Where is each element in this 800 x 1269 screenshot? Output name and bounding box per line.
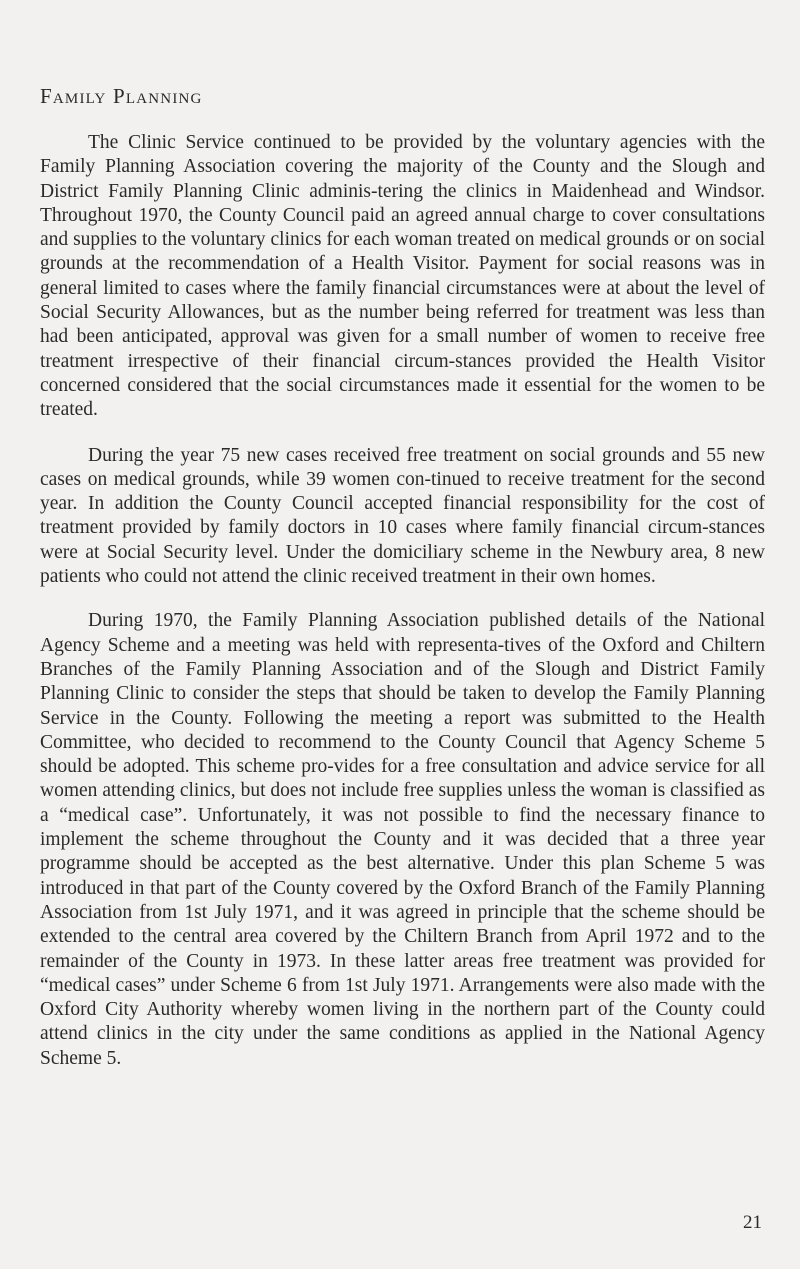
page-number: 21	[743, 1212, 762, 1233]
paragraph-agency-scheme: During 1970, the Family Planning Association published details of the National Agency Scheme and a meeting was held with representa-tives of the Oxford and Chiltern Branches of the Family Planning Association and of the Slough and District Family Planning Clinic to consider the steps that should be taken to develop the Family Planning Service in the County. Following the meeting a report was submitted to the Health Committee, who decided to recommend to the County Council that Agency Scheme 5 should be adopted. This scheme pro-vides for a free consultation and advice service for all women attending clinics, but does not include free supplies unless the woman is classified as a “medical case”. Unfortunately, it was not possible to find the necessary finance to implement the scheme throughout the County and it was decided that a three year programme should be accepted as the best alternative. Under this plan Scheme 5 was introduced in that part of the County covered by the Oxford Branch of the Family Planning Association from 1st July 1971, and it was agreed in principle that the scheme should be extended to the central area covered by the Chiltern Branch from April 1972 and to the remainder of the County in 1973. In these latter areas free treatment was provided for “medical cases” under Scheme 6 from 1st July 1971. Arrangements were also made with the Oxford City Authority whereby women living in the northern part of the County could attend clinics in the city under the same conditions as applied in the National Agency Scheme 5.	[40, 610, 765, 1069]
paragraph-clinic-service: The Clinic Service continued to be provided by the voluntary agencies with the Family Planning Association covering the majority of the County and the Slough and District Family Planning Clinic adminis-tering the clinics in Maidenhead and Windsor. Throughout 1970, the County Council paid an agreed annual charge to cover consultations and supplies to the voluntary clinics for each woman treated on medical grounds or on social grounds at the recommendation of a Health Visitor. Payment for social reasons was in general limited to cases where the family financial circumstances were at about the level of Social Security Allowances, but as the number being referred for treatment was less than had been anticipated, approval was given for a small number of women to receive free treatment irrespective of their financial circum-stances provided the Health Visitor concerned considered that the social circumstances made it essential for the women to be treated.	[40, 132, 765, 421]
section-heading: Family Planning	[40, 84, 203, 108]
paragraph-new-cases: During the year 75 new cases received free treatment on social grounds and 55 new cases on medical grounds, while 39 women con-tinued to receive treatment for the second year. In addition the County Council accepted financial responsibility for the cost of treatment provided by family doctors in 10 cases where family financial circum-stances were at Social Security level. Under the domiciliary scheme in the Newbury area, 8 new patients who could not attend the clinic received treatment in their own homes.	[40, 444, 765, 588]
body-text	[40, 131, 765, 1091]
